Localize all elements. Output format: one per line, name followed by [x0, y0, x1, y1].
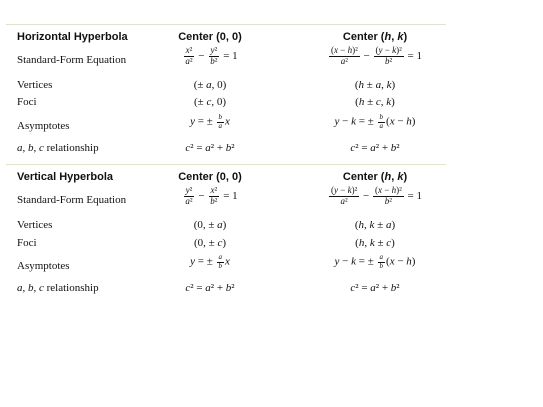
abc-horizontal-origin: c² = a² + b² [185, 142, 235, 154]
foci-horizontal-hk: (h ± c, k) [355, 96, 395, 108]
foci-horizontal-origin: (± c, 0) [193, 96, 226, 108]
row-label-foci-vertical: Foci [17, 237, 37, 249]
row-label-abc-relationship-vertical: a, b, c relationship [17, 282, 99, 294]
asymptotes-horizontal-origin: y = ± $\frac{b}{a}$ x [190, 113, 230, 130]
row-label-asymptotes-vertical: Asymptotes [17, 260, 70, 272]
section-title-vertical: Vertical Hyperbola [17, 171, 113, 183]
foci-vertical-hk: (h, k ± c) [355, 237, 395, 249]
abc-horizontal-hk: c² = a² + b² [350, 142, 400, 154]
row-label-foci: Foci [17, 96, 37, 108]
section-title-horizontal: Horizontal Hyperbola [17, 31, 128, 43]
section-divider [6, 164, 446, 165]
asymptotes-horizontal-hk: y − k = ± $\frac{b}{a}$ (x − h) [334, 113, 416, 130]
col-header-center-origin-vertical: Center (0, 0) [178, 171, 242, 183]
equation-vertical-hk: $\frac{\text{(y − k)²}}{\text{a²}}$ − $\frac{\text{(x − h)²}}{\text{b²}}$ = 1 [331, 185, 422, 206]
equation-horizontal-origin: $\frac{\text{x²}}{\text{a²}}$ − $\frac{\text{y²}}{\text{b²}}$ = 1 [185, 45, 238, 66]
row-label-abc-relationship: a, b, c relationship [17, 142, 99, 154]
top-rule [6, 24, 446, 25]
equation-horizontal-hk: $\frac{\text{(x − h)²}}{\text{a²}}$ − $\frac{\text{(y − k)²}}{\text{b²}}$ = 1 [331, 45, 422, 66]
vertices-vertical-origin: (0, ± a) [193, 219, 227, 231]
row-label-standard-form: Standard-Form Equation [17, 54, 127, 66]
asymptotes-vertical-hk: y − k = ± $\frac{a}{b}$ (x − h) [334, 253, 416, 270]
row-label-vertices-vertical: Vertices [17, 219, 53, 231]
equation-vertical-origin: $\frac{\text{y²}}{\text{a²}}$ − $\frac{\text{x²}}{\text{b²}}$ = 1 [185, 185, 238, 206]
col-header-center-origin: Center (0, 0) [178, 31, 242, 43]
vertices-horizontal-hk: (h ± a, k) [354, 79, 396, 91]
vertices-vertical-hk: (h, k ± a) [354, 219, 396, 231]
col-header-center-hk-vertical: Center (h, k) [342, 171, 408, 183]
col-header-center-hk: Center (h, k) [342, 31, 408, 43]
row-label-vertices: Vertices [17, 79, 53, 91]
foci-vertical-origin: (0, ± c) [193, 237, 226, 249]
abc-vertical-origin: c² = a² + b² [185, 282, 235, 294]
vertices-horizontal-origin: (± a, 0) [193, 79, 227, 91]
abc-vertical-hk: c² = a² + b² [350, 282, 400, 294]
row-label-standard-form-vertical: Standard-Form Equation [17, 194, 127, 206]
asymptotes-vertical-origin: y = ± $\frac{a}{b}$ x [190, 253, 230, 270]
row-label-asymptotes: Asymptotes [17, 120, 70, 132]
